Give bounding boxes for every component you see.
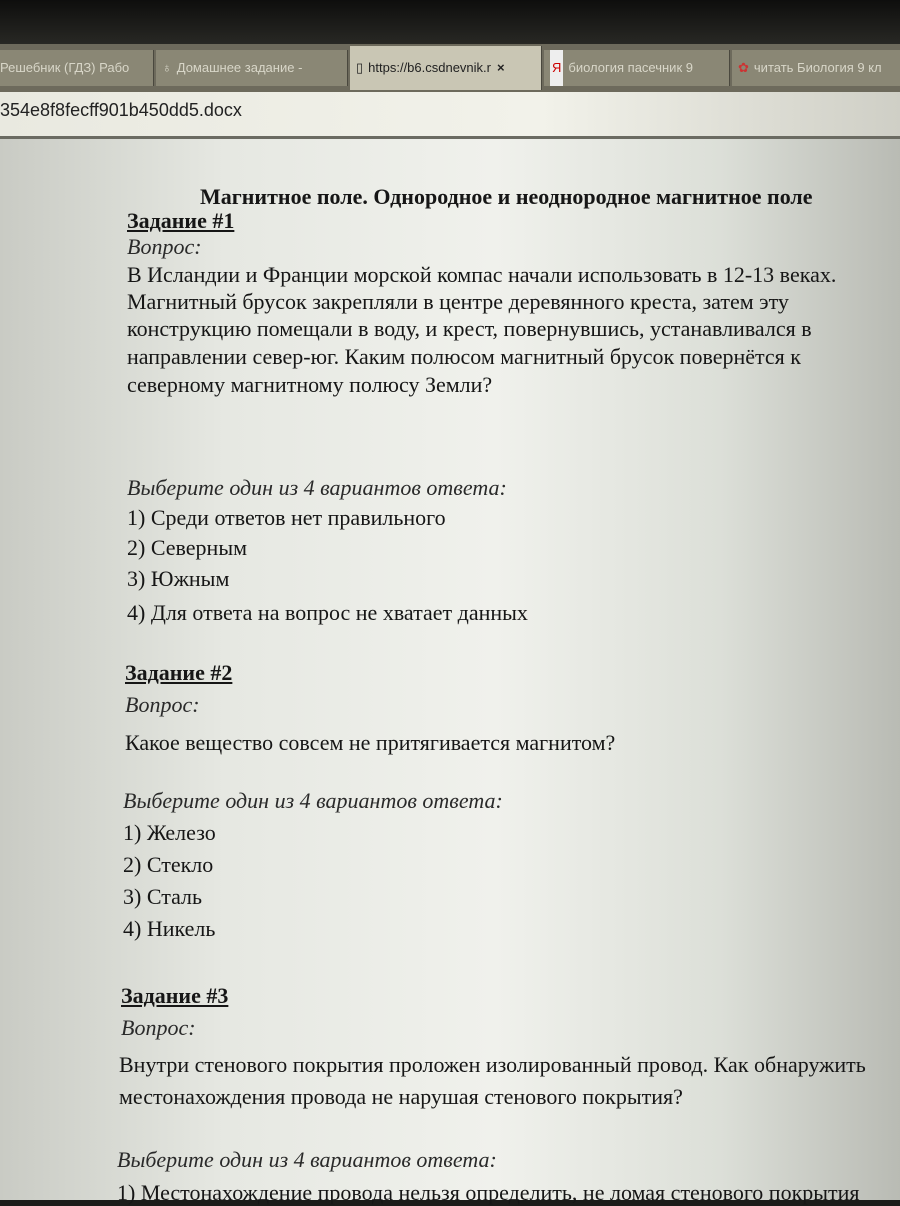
task-heading: Задание #1 bbox=[127, 208, 235, 233]
question-label: Вопрос: bbox=[121, 1015, 196, 1040]
tab-label: https://b6.csdnevnik.r bbox=[368, 60, 491, 75]
answer-option: 2) Стекло bbox=[123, 852, 214, 877]
choose-label: Выберите один из 4 вариантов ответа: bbox=[123, 788, 503, 813]
tab-label: читать Биология 9 кл bbox=[753, 60, 882, 75]
yandex-icon: Я bbox=[550, 50, 563, 86]
answer-option: 3) Южным bbox=[127, 566, 230, 591]
task-heading: Задание #2 bbox=[125, 660, 233, 685]
tab-biology-read[interactable] bbox=[732, 50, 900, 86]
address-bar[interactable] bbox=[0, 92, 900, 139]
question-label: Вопрос: bbox=[125, 692, 200, 717]
tab-label: биология пасечник 9 bbox=[568, 60, 693, 75]
tab-bar bbox=[0, 44, 900, 92]
answer-option: 1) Железо bbox=[123, 820, 216, 845]
question-text: Какое вещество совсем не притягивается магнитом? bbox=[125, 730, 616, 755]
question-text: Внутри стенового покрытия проложен изолированный провод. Как обнаружить bbox=[119, 1052, 866, 1077]
tab-active-csdnevnik[interactable] bbox=[350, 46, 542, 90]
answer-option: 4) Никель bbox=[123, 916, 216, 941]
answer-option: 3) Сталь bbox=[123, 884, 203, 909]
flower-icon: ✿ bbox=[738, 60, 749, 75]
answer-option: 2) Северным bbox=[127, 535, 248, 560]
document-title: Магнитное поле. Однородное и неоднородное магнитное поле bbox=[200, 184, 813, 209]
tab-homework[interactable] bbox=[156, 50, 348, 86]
tab-label: Решебник (ГДЗ) Рабо bbox=[0, 60, 130, 75]
task-heading: Задание #3 bbox=[121, 983, 229, 1008]
close-tab-icon[interactable]: × bbox=[497, 60, 505, 75]
answer-option: 4) Для ответа на вопрос не хватает данных bbox=[127, 600, 528, 625]
answer-option: 1) Местонахождение провода нельзя определить, не ломая стенового покрытия bbox=[117, 1180, 860, 1205]
choose-label: Выберите один из 4 вариантов ответа: bbox=[127, 475, 507, 500]
question-text: направлении север-юг. Каким полюсом магнитный брусок повернётся к bbox=[127, 344, 801, 369]
tab-biology-search[interactable] bbox=[544, 50, 730, 86]
choose-label: Выберите один из 4 вариантов ответа: bbox=[117, 1147, 497, 1172]
diary-icon: ♁ bbox=[162, 60, 172, 75]
question-label: Вопрос: bbox=[127, 234, 202, 259]
question-text: В Исландии и Франции морской компас начали использовать в 12-13 веках. bbox=[127, 262, 837, 287]
tab-label: Домашнее задание - bbox=[176, 60, 303, 75]
address-text: 354e8f8fecff901b450dd5.docx bbox=[0, 100, 242, 120]
question-text: местонахождения провода не нарушая стенового покрытия? bbox=[119, 1084, 683, 1109]
question-text: Магнитный брусок закрепляли в центре деревянного креста, затем эту bbox=[127, 289, 789, 314]
question-text: конструкцию помещали в воду, и крест, повернувшись, устанавливался в bbox=[127, 316, 812, 341]
tab-reshebnik[interactable] bbox=[0, 50, 154, 86]
document-icon: ▯ bbox=[356, 60, 364, 75]
answer-option: 1) Среди ответов нет правильного bbox=[127, 505, 446, 530]
question-text: северному магнитному полюсу Земли? bbox=[127, 372, 493, 397]
screen-bezel bbox=[0, 0, 900, 48]
